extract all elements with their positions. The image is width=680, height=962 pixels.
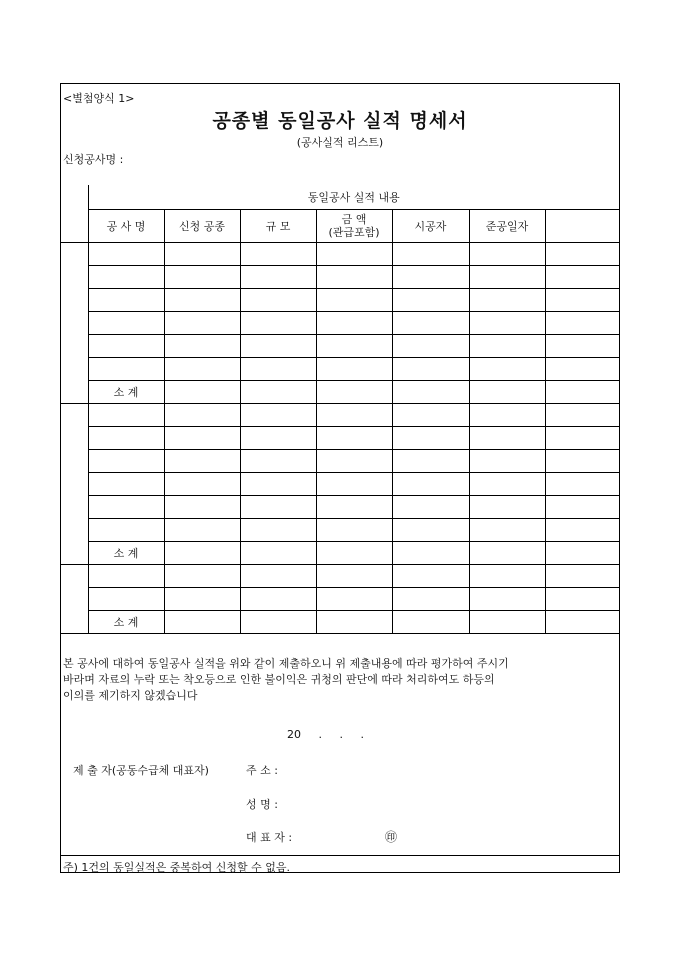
cell[interactable]: [240, 427, 316, 450]
cell[interactable]: [240, 381, 316, 404]
col-contractor: 시공자: [392, 210, 469, 243]
cell[interactable]: [392, 588, 469, 611]
col-extra: [545, 210, 619, 243]
cell[interactable]: [316, 588, 392, 611]
cell[interactable]: [316, 473, 392, 496]
cell[interactable]: [469, 381, 545, 404]
cell[interactable]: [88, 312, 164, 335]
cell[interactable]: [164, 542, 240, 565]
cell[interactable]: [88, 243, 164, 266]
cell[interactable]: [392, 243, 469, 266]
cell[interactable]: [164, 381, 240, 404]
cell[interactable]: [240, 519, 316, 542]
cell[interactable]: [164, 358, 240, 381]
cell[interactable]: [545, 496, 619, 519]
col-scale: 규 모: [240, 210, 316, 243]
cell[interactable]: [316, 289, 392, 312]
cell[interactable]: [164, 427, 240, 450]
cell[interactable]: [545, 611, 619, 634]
cell[interactable]: [164, 243, 240, 266]
cell[interactable]: [392, 358, 469, 381]
cell[interactable]: [164, 312, 240, 335]
cell[interactable]: [88, 588, 164, 611]
address-label: 주 소 :: [246, 764, 278, 777]
cell[interactable]: [392, 266, 469, 289]
cell[interactable]: [240, 312, 316, 335]
cell[interactable]: [392, 473, 469, 496]
cell[interactable]: [545, 381, 619, 404]
cell[interactable]: [88, 519, 164, 542]
subtotal-label: 소 계: [88, 542, 164, 565]
cell[interactable]: [88, 404, 164, 427]
cell[interactable]: [316, 450, 392, 473]
seal-icon: ㊞: [385, 830, 398, 844]
cell[interactable]: [88, 450, 164, 473]
group-1-label: [61, 243, 88, 404]
cell[interactable]: [240, 611, 316, 634]
group-corner: [61, 185, 88, 243]
annex-label: <별첨양식 1>: [63, 92, 135, 105]
cell[interactable]: [545, 266, 619, 289]
signature-block: [61, 762, 619, 842]
cell[interactable]: [240, 335, 316, 358]
cell[interactable]: [240, 404, 316, 427]
cell[interactable]: [240, 289, 316, 312]
declaration: [63, 656, 613, 704]
declaration-line-2: 바라며 자료의 누락 또는 착오등으로 인한 불이익은 귀청의 판단에 따라 처리하여도 하등의: [63, 673, 495, 686]
cell[interactable]: [164, 496, 240, 519]
cell[interactable]: [469, 496, 545, 519]
cell[interactable]: [88, 565, 164, 588]
cell[interactable]: [545, 427, 619, 450]
cell[interactable]: [240, 588, 316, 611]
representative-label: 대 표 자 :: [246, 831, 293, 844]
cell[interactable]: [316, 358, 392, 381]
cell[interactable]: [545, 473, 619, 496]
cell[interactable]: [545, 358, 619, 381]
cell[interactable]: [469, 611, 545, 634]
cell[interactable]: [469, 450, 545, 473]
cell[interactable]: [392, 450, 469, 473]
cell[interactable]: [469, 519, 545, 542]
cell[interactable]: [164, 404, 240, 427]
declaration-line-3: 이의를 제기하지 않겠습니다: [63, 689, 198, 702]
cell[interactable]: [469, 312, 545, 335]
cell[interactable]: [392, 381, 469, 404]
col-amount-label: 금 액: [341, 213, 367, 226]
cell[interactable]: [164, 266, 240, 289]
cell[interactable]: [545, 565, 619, 588]
cell[interactable]: [469, 542, 545, 565]
cell[interactable]: [164, 611, 240, 634]
cell[interactable]: [469, 473, 545, 496]
cell[interactable]: [240, 565, 316, 588]
cell[interactable]: [316, 381, 392, 404]
col-amount-note: (관급포함): [328, 226, 380, 239]
cell[interactable]: [88, 335, 164, 358]
cell[interactable]: [469, 565, 545, 588]
name-label: 성 명 :: [246, 798, 278, 811]
cell[interactable]: [88, 496, 164, 519]
applicant-label: 신청공사명 :: [63, 153, 124, 166]
cell[interactable]: [240, 358, 316, 381]
cell[interactable]: [164, 588, 240, 611]
cell[interactable]: [88, 266, 164, 289]
cell[interactable]: [164, 335, 240, 358]
cell[interactable]: [316, 404, 392, 427]
subtotal-label: 소 계: [88, 381, 164, 404]
declaration-line-1: 본 공사에 대하여 동일공사 실적을 위와 같이 제출하오니 위 제출내용에 따라 평가하여 주시기: [63, 657, 509, 670]
cell[interactable]: [392, 519, 469, 542]
cell[interactable]: [240, 450, 316, 473]
divider: [61, 855, 619, 856]
cell[interactable]: [469, 289, 545, 312]
performance-table: [61, 185, 619, 634]
col-completion-date: 준공일자: [469, 210, 545, 243]
cell[interactable]: [316, 519, 392, 542]
cell[interactable]: [316, 312, 392, 335]
cell[interactable]: [545, 335, 619, 358]
cell[interactable]: [545, 312, 619, 335]
group-3-label: [61, 565, 88, 634]
cell[interactable]: [469, 404, 545, 427]
cell[interactable]: [469, 427, 545, 450]
group-2-label: [61, 404, 88, 565]
cell[interactable]: [392, 427, 469, 450]
cell[interactable]: [392, 404, 469, 427]
cell[interactable]: [469, 243, 545, 266]
cell[interactable]: [469, 588, 545, 611]
cell[interactable]: [545, 450, 619, 473]
cell[interactable]: [164, 473, 240, 496]
cell[interactable]: [392, 496, 469, 519]
subtotal-label: 소 계: [88, 611, 164, 634]
cell[interactable]: [88, 473, 164, 496]
col-amount: [316, 210, 392, 243]
cell[interactable]: [545, 289, 619, 312]
cell[interactable]: [316, 427, 392, 450]
cell[interactable]: [392, 611, 469, 634]
cell[interactable]: [240, 473, 316, 496]
footnote: 주) 1건의 동일실적은 중복하여 신청할 수 없음.: [63, 861, 291, 874]
cell[interactable]: [545, 243, 619, 266]
cell[interactable]: [88, 358, 164, 381]
cell[interactable]: [88, 289, 164, 312]
cell[interactable]: [392, 289, 469, 312]
form-frame: [60, 83, 620, 873]
cell[interactable]: [164, 450, 240, 473]
col-project-name: 공 사 명: [88, 210, 164, 243]
submit-date[interactable]: 20 . . .: [287, 728, 364, 741]
cell[interactable]: [545, 404, 619, 427]
cell[interactable]: [240, 542, 316, 565]
cell[interactable]: [240, 496, 316, 519]
group-header: 동일공사 실적 내용: [88, 185, 619, 210]
cell[interactable]: [392, 565, 469, 588]
cell[interactable]: [316, 565, 392, 588]
cell[interactable]: [545, 542, 619, 565]
cell[interactable]: [316, 542, 392, 565]
cell[interactable]: [392, 542, 469, 565]
cell[interactable]: [469, 358, 545, 381]
cell[interactable]: [545, 519, 619, 542]
col-work-type: 신청 공종: [164, 210, 240, 243]
cell[interactable]: [88, 427, 164, 450]
cell[interactable]: [316, 496, 392, 519]
page-subtitle: (공사실적 리스트): [296, 136, 384, 149]
page-title: 공종별 동일공사 실적 명세서: [212, 110, 468, 132]
cell[interactable]: [469, 335, 545, 358]
cell[interactable]: [164, 289, 240, 312]
cell[interactable]: [164, 565, 240, 588]
cell[interactable]: [469, 266, 545, 289]
cell[interactable]: [392, 335, 469, 358]
cell[interactable]: [240, 243, 316, 266]
cell[interactable]: [240, 266, 316, 289]
cell[interactable]: [316, 335, 392, 358]
cell[interactable]: [316, 611, 392, 634]
cell[interactable]: [316, 243, 392, 266]
submitter-label: 제 출 자(공동수급체 대표자): [73, 764, 209, 777]
cell[interactable]: [164, 519, 240, 542]
cell[interactable]: [392, 312, 469, 335]
cell[interactable]: [316, 266, 392, 289]
cell[interactable]: [545, 588, 619, 611]
